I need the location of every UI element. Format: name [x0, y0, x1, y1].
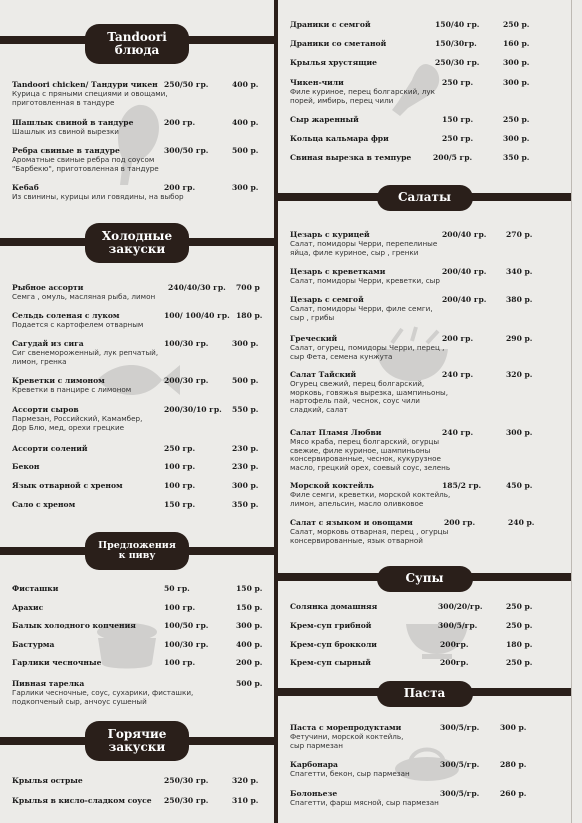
- item-desc: Салат, помидоры Черри, креветки, сыр: [290, 276, 440, 285]
- item-price: 240 р.: [508, 518, 535, 527]
- section-title-cold: Холодные закуски: [85, 223, 189, 263]
- item-desc: Салат, помидоры Черри, перепелиные яйца, филе куриное, сыр , гренки: [290, 239, 438, 257]
- item-price: 300 р.: [236, 621, 263, 630]
- item-name: Паста с морепродуктами: [290, 723, 402, 732]
- item-price: 400 р.: [236, 640, 263, 649]
- item-price: 300 р.: [232, 481, 259, 490]
- item-name: Морской коктейль: [290, 481, 374, 490]
- item-desc: Шашлык из свиной вырезки: [12, 127, 119, 136]
- item-price: 180 р.: [506, 640, 533, 649]
- item-name: Крылья острые: [12, 776, 83, 785]
- item-weight: 200/30/10 гр.: [164, 405, 222, 414]
- item-name: Ассорти солений: [12, 444, 88, 453]
- item-weight: 100 гр.: [164, 603, 196, 612]
- item-name: Солянка домашняя: [290, 602, 378, 611]
- item-desc: Креветки в панцире с лимоном: [12, 385, 132, 394]
- item-weight: 250/30 гр.: [164, 796, 209, 805]
- item-name: Ассорти сыров: [12, 405, 79, 414]
- item-price: 200 р.: [236, 658, 263, 667]
- item-weight: 150/30гр.: [435, 39, 477, 48]
- item-weight: 200/5 гр.: [433, 153, 473, 162]
- item-name: Крем-суп сырный: [290, 658, 371, 667]
- right-edge-line: [571, 0, 572, 823]
- item-desc: Спагетти, фарш мясной, сыр пармезан: [290, 798, 439, 807]
- item-name: Сагудай из сига: [12, 339, 84, 348]
- item-name: Свиная вырезка в темпуре: [290, 153, 412, 162]
- item-price: 300 р.: [503, 58, 530, 67]
- item-desc: Филе куриное, перец болгарский, лук порей, имбирь, перец чили: [290, 87, 435, 105]
- item-desc: Из свинины, курицы или говядины, на выбор: [12, 192, 184, 201]
- item-weight: 240 гр.: [442, 370, 474, 379]
- item-price: 150 р.: [236, 584, 263, 593]
- item-weight: 300/5/гр.: [440, 789, 480, 798]
- item-name: Салат с языком и овощами: [290, 518, 413, 527]
- item-name: Карбонара: [290, 760, 338, 769]
- item-weight: 100/ 100/40 гр.: [164, 311, 230, 320]
- item-price: 280 р.: [500, 760, 527, 769]
- item-desc: Подается с картофелем отварным: [12, 320, 144, 329]
- item-price: 150 р.: [236, 603, 263, 612]
- item-weight: 185/2 гр.: [442, 481, 482, 490]
- item-weight: 200/40 гр.: [442, 230, 487, 239]
- item-name: Гарлики чесночные: [12, 658, 102, 667]
- item-weight: 100/30 гр.: [164, 339, 209, 348]
- item-price: 340 р.: [506, 267, 533, 276]
- item-price: 230 р.: [232, 462, 259, 471]
- section-title-pasta: Паста: [377, 681, 473, 707]
- item-name: Арахис: [12, 603, 44, 612]
- item-name: Кольца кальмара фри: [290, 134, 389, 143]
- item-name: Крем-суп грибной: [290, 621, 372, 630]
- item-name: Цезарь с курицей: [290, 230, 370, 239]
- item-price: 400 р.: [232, 118, 259, 127]
- item-price: 300 р.: [503, 78, 530, 87]
- item-weight: 250/30 гр.: [164, 776, 209, 785]
- item-weight: 150/40 гр.: [435, 20, 480, 29]
- item-name: Цезарь с семгой: [290, 295, 364, 304]
- item-price: 250 р.: [503, 115, 530, 124]
- item-name: Tandoori chicken/ Тандури чикен: [12, 80, 158, 89]
- item-weight: 200 гр.: [442, 334, 474, 343]
- item-weight: 250 гр.: [442, 134, 474, 143]
- item-weight: 200 гр.: [164, 183, 196, 192]
- item-price: 300 р.: [500, 723, 527, 732]
- item-desc: Салат, морковь отварная, перец , огурцы консервированные, язык отварной: [290, 527, 449, 545]
- item-desc: Сиг свенемороженный, лук репчатый, лимон, гренка: [12, 348, 159, 366]
- center-divider: [274, 0, 278, 823]
- item-desc: Курица с пряными специями и овощами, приготовленная в тандуре: [12, 89, 168, 107]
- item-weight: 200/40 гр.: [442, 267, 487, 276]
- item-price: 230 р.: [232, 444, 259, 453]
- item-name: Драники с семгой: [290, 20, 371, 29]
- soup-bowl-icon: [402, 610, 472, 660]
- item-weight: 150 гр.: [164, 500, 196, 509]
- item-price: 500 р.: [232, 146, 259, 155]
- item-weight: 100 гр.: [164, 658, 196, 667]
- item-desc: Ароматные свиные ребра под соусом "Барбекю", приготовленная в тандуре: [12, 155, 159, 173]
- item-weight: 300/5/гр.: [440, 723, 480, 732]
- item-price: 270 р.: [506, 230, 533, 239]
- section-title-beer: Предложения к пиву: [85, 532, 189, 570]
- item-name: Салат Тайский: [290, 370, 357, 379]
- item-weight: 250 гр.: [164, 444, 196, 453]
- item-weight: 100/30 гр.: [164, 640, 209, 649]
- item-price: 300 р.: [232, 183, 259, 192]
- item-name: Крылья хрустящие: [290, 58, 377, 67]
- item-weight: 200гр.: [440, 658, 469, 667]
- item-desc: Огурец свежий, перец болгарский, морковь, говяжья вырезка, шампиньоны, нартофель пай, чеснок, соус чили сладкий, салат: [290, 379, 449, 414]
- item-weight: 240/40/30 гр.: [168, 283, 226, 292]
- item-weight: 50 гр.: [164, 584, 190, 593]
- item-name: Фисташки: [12, 584, 59, 593]
- item-price: 320 р.: [506, 370, 533, 379]
- item-desc: Гарлики чесночные, соус, сухарики, фисташки, подкопченый сыр, анчоус сушеный: [12, 688, 194, 706]
- item-weight: 200 гр.: [444, 518, 476, 527]
- chicken-icon: [108, 100, 168, 190]
- item-desc: Фетучини, морской коктейль, сыр пармезан: [290, 732, 404, 750]
- item-name: Салат Пламя Любви: [290, 428, 382, 437]
- item-weight: 300/50 гр.: [164, 146, 209, 155]
- item-price: 180 р.: [236, 311, 263, 320]
- item-price: 160 р.: [503, 39, 530, 48]
- section-title-tandoori: Tandoori блюда: [85, 24, 189, 64]
- item-desc: Филе семги, креветки, морской коктейль, лимон, апельсин, масло оливковое: [290, 490, 451, 508]
- item-weight: 200гр.: [440, 640, 469, 649]
- item-weight: 240 гр.: [442, 428, 474, 437]
- item-name: Кебаб: [12, 183, 39, 192]
- item-price: 350 р.: [503, 153, 530, 162]
- item-price: 700 р: [236, 283, 260, 292]
- item-name: Пивная тарелка: [12, 679, 85, 688]
- item-price: 400 р.: [232, 80, 259, 89]
- item-desc: Семга , омуль, масляная рыба, лимон: [12, 292, 156, 301]
- section-title-salads: Салаты: [377, 185, 473, 211]
- item-name: Ребра свиные в тандуре: [12, 146, 120, 155]
- item-price: 290 р.: [506, 334, 533, 343]
- item-price: 250 р.: [506, 602, 533, 611]
- item-price: 260 р.: [500, 789, 527, 798]
- item-name: Крылья в кисло-сладком соусе: [12, 796, 152, 805]
- item-weight: 150 гр.: [442, 115, 474, 124]
- item-weight: 200/30 гр.: [164, 376, 209, 385]
- item-name: Сельдь соленая с луком: [12, 311, 120, 320]
- item-weight: 200/40 гр.: [442, 295, 487, 304]
- item-desc: Пармезан, Российский, Камамбер, Дор Блю, мед, орехи грецкие: [12, 414, 143, 432]
- item-price: 500 р.: [236, 679, 263, 688]
- item-name: Бекон: [12, 462, 40, 471]
- item-name: Балык холодного копчения: [12, 621, 136, 630]
- item-name: Цезарь с креветками: [290, 267, 386, 276]
- item-weight: 200 гр.: [164, 118, 196, 127]
- item-weight: 300/5/гр.: [440, 760, 480, 769]
- item-price: 500 р.: [232, 376, 259, 385]
- item-name: Язык отварной с хреном: [12, 481, 123, 490]
- item-price: 550 р.: [232, 405, 259, 414]
- item-name: Болоньезе: [290, 789, 338, 798]
- item-price: 300 р.: [232, 339, 259, 348]
- item-price: 250 р.: [503, 20, 530, 29]
- item-weight: 300/5/гр.: [438, 621, 478, 630]
- item-name: Бастурма: [12, 640, 55, 649]
- item-price: 450 р.: [506, 481, 533, 490]
- section-title-soups: Супы: [377, 566, 473, 592]
- item-weight: 100 гр.: [164, 462, 196, 471]
- item-name: Креветки с лимоном: [12, 376, 105, 385]
- item-weight: 300/20/гр.: [438, 602, 483, 611]
- item-weight: 250 гр.: [442, 78, 474, 87]
- item-desc: Салат, огурец, помидоры Черри, перец , сыр Фета, семена кунжута: [290, 343, 445, 361]
- section-title-hot: Горячие закуски: [85, 721, 189, 761]
- item-price: 250 р.: [506, 621, 533, 630]
- item-name: Греческий: [290, 334, 338, 343]
- item-weight: 250/30 гр.: [435, 58, 480, 67]
- item-price: 310 р.: [232, 796, 259, 805]
- item-price: 350 р.: [232, 500, 259, 509]
- item-name: Шашлык свиной в тандуре: [12, 118, 134, 127]
- item-weight: 250/50 гр.: [164, 80, 209, 89]
- item-weight: 100 гр.: [164, 481, 196, 490]
- item-name: Сало с хреном: [12, 500, 76, 509]
- item-price: 320 р.: [232, 776, 259, 785]
- item-name: Чикен-чили: [290, 78, 344, 87]
- item-price: 300 р.: [506, 428, 533, 437]
- item-price: 250 р.: [506, 658, 533, 667]
- item-desc: Салат, помидоры Черри, филе семги, сыр , грибы: [290, 304, 433, 322]
- item-desc: Спагетти, бекон, сыр пармезан: [290, 769, 410, 778]
- item-name: Драники со сметаной: [290, 39, 387, 48]
- item-weight: 100/50 гр.: [164, 621, 209, 630]
- item-price: 300 р.: [503, 134, 530, 143]
- item-name: Крем-суп брокколи: [290, 640, 377, 649]
- item-price: 380 р.: [506, 295, 533, 304]
- item-desc: Мясо краба, перец болгарский, огурцы свежие, филе куриное, шампиньоны консервированные, чеснок, кукурузное масло, грецкий орех, соевый соус, зелень: [290, 437, 451, 472]
- item-name: Сыр жаренный: [290, 115, 359, 124]
- item-name: Рыбное ассорти: [12, 283, 84, 292]
